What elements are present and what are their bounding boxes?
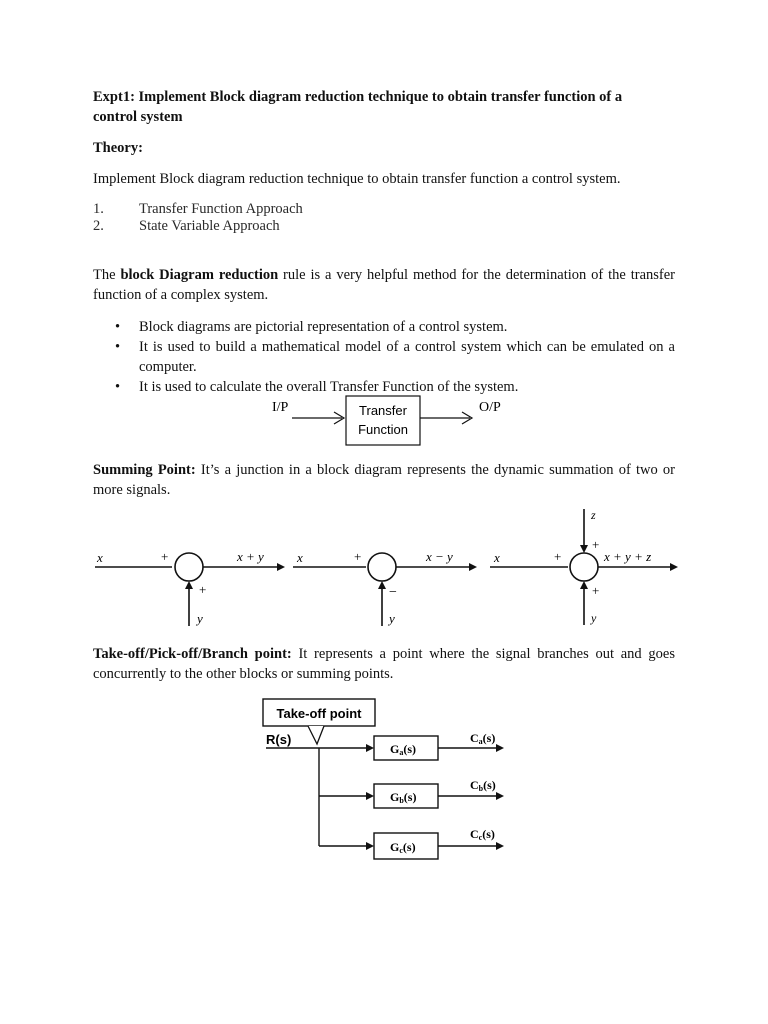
experiment-title	[93, 87, 675, 127]
intro-text: Implement Block diagram reduction technique to obtain transfer function a control system.	[93, 171, 621, 187]
svg-text:x: x	[97, 550, 103, 565]
svg-text:y: y	[389, 611, 395, 626]
arrowhead	[496, 744, 504, 752]
arrowhead	[670, 563, 678, 571]
svg-text:x: x	[494, 550, 500, 565]
arrowhead	[496, 842, 504, 850]
svg-text:+: +	[592, 583, 600, 598]
arrowhead	[277, 563, 285, 571]
transfer-function-diagram	[260, 395, 510, 450]
approach-item-2: 2. State Variable Approach	[93, 218, 280, 234]
arrowhead	[580, 545, 588, 553]
summing-junction	[368, 553, 396, 581]
output-cc-label: Cc(s)	[470, 827, 495, 842]
summing-diagram-1	[95, 510, 285, 630]
svg-text:+: +	[354, 549, 362, 564]
takeoff-point-label: Take-off/Pick-off/Branch point:	[93, 646, 292, 662]
bullet-item-2: • It is used to build a mathematical model of a control system which can be emulated on a computer.	[115, 339, 675, 375]
arrowhead	[469, 563, 477, 571]
summing-diagram-2	[293, 510, 483, 630]
takeoff-branch-diagram	[262, 698, 512, 864]
block-gc-label: Gc(s)	[390, 840, 416, 855]
block-label-line-2: Function	[358, 422, 408, 437]
title-line-2: control system	[93, 109, 183, 125]
arrowhead	[496, 792, 504, 800]
svg-text:y: y	[197, 611, 203, 626]
bullet-icon: •	[115, 319, 121, 335]
svg-text:x + y + z: x + y + z	[604, 549, 652, 564]
output-ca-label: Ca(s)	[470, 731, 496, 746]
summing-junction	[570, 553, 598, 581]
approach-item-1: 1. Transfer Function Approach	[93, 201, 303, 217]
arrowhead	[378, 581, 386, 589]
bullet-icon: •	[115, 339, 121, 355]
svg-text:y: y	[591, 611, 597, 625]
svg-text:+: +	[592, 537, 600, 552]
block-label-line-1: Transfer	[359, 403, 407, 418]
svg-text:−: −	[389, 585, 397, 600]
summing-point-paragraph: Summing Point: It’s a junction in a block diagram represents the dynamic summation of two or more signals.	[93, 462, 675, 498]
summing-junction	[175, 553, 203, 581]
output-cb-label: Cb(s)	[470, 778, 496, 793]
svg-text:+: +	[199, 582, 207, 597]
title-line-1: Expt1: Implement Block diagram reduction technique to obtain transfer function of a	[93, 89, 623, 105]
arrowhead	[366, 792, 374, 800]
takeoff-point-paragraph: Take-off/Pick-off/Branch point: It represents a point where the signal branches out and goes concurrently to the other blocks or summing points.	[93, 646, 675, 682]
arrowhead	[366, 842, 374, 850]
takeoff-callout-label: Take-off point	[276, 706, 362, 721]
arrowhead	[580, 581, 588, 589]
summing-diagram-3	[490, 505, 686, 629]
arrowhead	[185, 581, 193, 589]
bullet-icon: •	[115, 379, 121, 395]
svg-text:z: z	[591, 508, 596, 522]
callout-pointer	[308, 726, 324, 744]
input-label: I/P	[272, 400, 289, 415]
block-ga-label: Ga(s)	[390, 742, 417, 757]
bold-term: block Diagram reduction	[120, 267, 279, 283]
bullet-item-3: • It is used to calculate the overall Transfer Function of the system.	[115, 379, 519, 395]
output-label: O/P	[479, 400, 501, 415]
bullet-item-1: • Block diagrams are pictorial representation of a control system.	[115, 319, 508, 335]
input-signal-label: R(s)	[266, 732, 292, 747]
svg-text:x: x	[297, 550, 303, 565]
svg-text:+: +	[161, 549, 169, 564]
svg-text:+: +	[554, 549, 562, 564]
svg-text:x + y: x + y	[237, 549, 264, 564]
block-gb-label: Gb(s)	[390, 790, 417, 805]
arrowhead	[366, 744, 374, 752]
theory-heading: Theory:	[93, 140, 143, 156]
summing-point-label: Summing Point:	[93, 462, 196, 478]
block-diagram-paragraph: The block Diagram reduction rule is a very helpful method for the determination of the transfer function of a complex system.	[93, 267, 676, 303]
svg-text:x − y: x − y	[426, 549, 453, 564]
